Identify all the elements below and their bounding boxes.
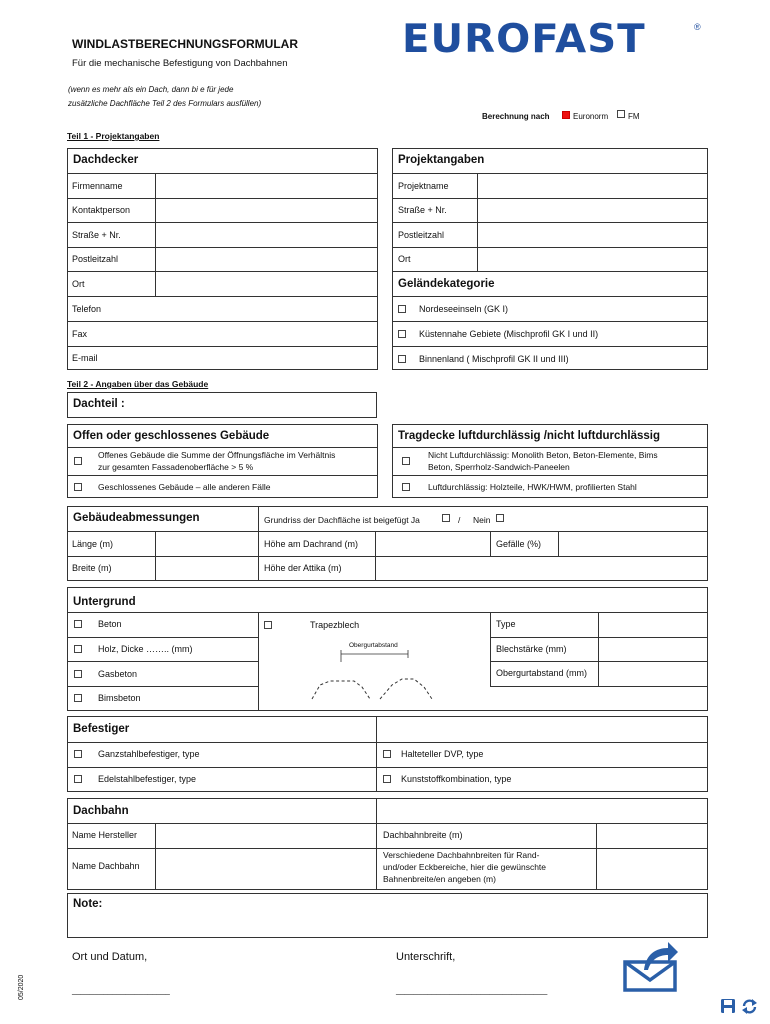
untergrund-heading: Untergrund bbox=[73, 596, 136, 608]
email-send-icon[interactable] bbox=[622, 940, 680, 994]
edelstahl-label: Edelstahlbefestiger, type bbox=[98, 774, 197, 784]
input-breite[interactable] bbox=[156, 557, 257, 580]
gk2-checkbox[interactable] bbox=[398, 330, 406, 338]
bimsbeton-label: Bimsbeton bbox=[98, 693, 141, 703]
label-laenge: Länge (m) bbox=[72, 539, 114, 549]
label-ort: Ort bbox=[72, 279, 85, 289]
offen-heading: Offen oder geschlossenes Gebäude bbox=[73, 430, 270, 442]
label-postleitzahl: Postleitzahl bbox=[72, 254, 119, 264]
label-gefaelle: Gefälle (%) bbox=[496, 539, 542, 549]
gasbeton-label: Gasbeton bbox=[98, 669, 138, 679]
gebaeude-heading: Gebäudeabmessungen bbox=[73, 512, 200, 524]
label-verschieden-line1: Verschiedene Dachbahnbreiten für Rand- bbox=[383, 850, 540, 860]
input-projektname[interactable] bbox=[478, 174, 707, 197]
label-projekt-strasse: Straße + Nr. bbox=[398, 205, 447, 215]
euronorm-checkbox[interactable] bbox=[562, 111, 570, 119]
label-hersteller: Name Hersteller bbox=[72, 830, 138, 840]
holz-label: Holz, Dicke …….. (mm) bbox=[98, 644, 193, 654]
save-icon[interactable] bbox=[720, 998, 736, 1014]
label-strasse: Straße + Nr. bbox=[72, 230, 121, 240]
input-firmenname[interactable] bbox=[156, 174, 377, 197]
ganzstahl-checkbox[interactable] bbox=[74, 750, 82, 758]
calc-method-label: Berechnung nach bbox=[482, 112, 550, 121]
fm-checkbox[interactable] bbox=[617, 110, 625, 118]
obergurt-small-label: Obergurtabstand bbox=[349, 642, 398, 649]
label-hoehe-attika: Höhe der Attika (m) bbox=[264, 563, 342, 573]
label-projektname: Projektname bbox=[398, 181, 449, 191]
geschlossen-checkbox[interactable] bbox=[74, 483, 82, 491]
halteteller-label: Halteteller DVP, type bbox=[401, 749, 484, 759]
beton-label: Beton bbox=[98, 619, 122, 629]
input-gefaelle[interactable] bbox=[559, 532, 707, 555]
input-hoehe-dachrand[interactable] bbox=[376, 532, 489, 555]
dachteil-heading: Dachteil : bbox=[73, 398, 125, 410]
input-postleitzahl[interactable] bbox=[156, 248, 377, 270]
luftdurchlaessig-checkbox[interactable] bbox=[402, 483, 410, 491]
gk1-label: Nordeseeinseln (GK I) bbox=[419, 304, 509, 314]
ganzstahl-label: Ganzstahlbefestiger, type bbox=[98, 749, 200, 759]
input-blechstaerke[interactable] bbox=[599, 638, 707, 660]
grundriss-nein-label: Nein bbox=[473, 515, 491, 525]
input-dachbahnbreite[interactable] bbox=[597, 824, 707, 847]
trapezblech-checkbox[interactable] bbox=[264, 621, 272, 629]
blechstaerke-label: Blechstärke (mm) bbox=[496, 644, 567, 654]
euronorm-label: Euronorm bbox=[573, 112, 609, 121]
label-breite: Breite (m) bbox=[72, 563, 112, 573]
input-laenge[interactable] bbox=[156, 532, 257, 555]
input-strasse[interactable] bbox=[156, 223, 377, 246]
kunststoff-checkbox[interactable] bbox=[383, 775, 391, 783]
eurofast-logo: EUROFAST bbox=[402, 17, 646, 62]
label-dachbahnbreite: Dachbahnbreite (m) bbox=[383, 830, 463, 840]
form-subtitle: Für die mechanische Befestigung von Dachbahnen bbox=[72, 58, 288, 69]
form-title: WINDLASTBERECHNUNGSFORMULAR bbox=[72, 37, 298, 51]
offen-label-line1: Offenes Gebäude die Summe der Öffnungsfläche im Verhältnis bbox=[98, 450, 336, 460]
label-email: E-mail bbox=[72, 353, 98, 363]
gk1-checkbox[interactable] bbox=[398, 305, 406, 313]
obergurtabstand-label: Obergurtabstand (mm) bbox=[496, 668, 588, 678]
input-hersteller[interactable] bbox=[156, 824, 375, 847]
input-kontaktperson[interactable] bbox=[156, 199, 377, 221]
holz-checkbox[interactable] bbox=[74, 645, 82, 653]
unterschrift-label: Unterschrift, bbox=[396, 951, 456, 963]
gasbeton-checkbox[interactable] bbox=[74, 670, 82, 678]
note-heading: Note: bbox=[73, 898, 103, 910]
form-note-line2: zusätzliche Dachfläche Teil 2 des Formulars ausfüllen) bbox=[68, 99, 262, 108]
input-obergurtabstand[interactable] bbox=[599, 662, 707, 685]
label-dachbahn-name: Name Dachbahn bbox=[72, 861, 140, 871]
logo-registered-mark: ® bbox=[694, 22, 701, 32]
form-note-line1: (wenn es mehr als ein Dach, dann bi e für jede bbox=[68, 85, 234, 94]
grundriss-slash: / bbox=[458, 515, 461, 525]
luftdurchlaessig-label: Luftdurchlässig: Holzteile, HWK/HWM, profilierten Stahl bbox=[428, 482, 637, 492]
label-telefon: Telefon bbox=[72, 304, 102, 314]
label-kontaktperson: Kontaktperson bbox=[72, 205, 131, 215]
gelaende-heading: Geländekategorie bbox=[398, 278, 495, 290]
tragdecke-heading: Tragdecke luftdurchlässig /nicht luftdurchlässig bbox=[398, 430, 660, 442]
input-dachbahn-name[interactable] bbox=[156, 849, 375, 889]
label-fax: Fax bbox=[72, 329, 88, 339]
side-date-code: 05/2020 bbox=[18, 974, 25, 1000]
nicht-luftdurchlaessig-line2: Beton, Sperrholz-Sandwich-Paneelen bbox=[428, 462, 570, 472]
trapezblech-label: Trapezblech bbox=[310, 620, 360, 630]
ort-datum-line[interactable]: ______________________ bbox=[72, 986, 170, 995]
projektangaben-heading: Projektangaben bbox=[398, 154, 485, 166]
ort-datum-label: Ort und Datum, bbox=[72, 951, 148, 963]
note-box[interactable] bbox=[67, 893, 708, 938]
kunststoff-label: Kunststoffkombination, type bbox=[401, 774, 512, 784]
input-verschieden[interactable] bbox=[597, 849, 707, 889]
edelstahl-checkbox[interactable] bbox=[74, 775, 82, 783]
nicht-luftdurchlaessig-checkbox[interactable] bbox=[402, 457, 410, 465]
dachdecker-heading: Dachdecker bbox=[73, 154, 139, 166]
grundriss-nein-checkbox[interactable] bbox=[496, 514, 504, 522]
grundriss-label: Grundriss der Dachfläche ist beigefügt Ja bbox=[264, 515, 420, 525]
trapezblech-profile-diagram bbox=[300, 645, 450, 707]
offen-label-line2: zur gesamten Fassadenoberfläche > 5 % bbox=[98, 462, 254, 472]
fm-label: FM bbox=[628, 112, 640, 121]
offen-checkbox[interactable] bbox=[74, 457, 82, 465]
section-teil2-title: Teil 2 - Angaben über das Gebäude bbox=[67, 379, 209, 389]
gk3-checkbox[interactable] bbox=[398, 355, 406, 363]
halteteller-checkbox[interactable] bbox=[383, 750, 391, 758]
bimsbeton-checkbox[interactable] bbox=[74, 694, 82, 702]
label-verschieden-line2: und/oder Eckbereiche, hier die gewünschte bbox=[383, 862, 547, 872]
nicht-luftdurchlaessig-line1: Nicht Luftdurchlässig: Monolith Beton, Beton-Elemente, Bims bbox=[428, 450, 658, 460]
type-label: Type bbox=[496, 619, 516, 629]
label-verschieden-line3: Bahnenbreite/en angeben (m) bbox=[383, 874, 496, 884]
grundriss-ja-checkbox[interactable] bbox=[442, 514, 450, 522]
refresh-icon[interactable] bbox=[741, 998, 758, 1015]
gk2-label: Küstennahe Gebiete (Mischprofil GK I und II) bbox=[419, 329, 599, 339]
label-projekt-ort: Ort bbox=[398, 254, 411, 264]
input-ort[interactable] bbox=[156, 272, 377, 295]
beton-checkbox[interactable] bbox=[74, 620, 82, 628]
geschlossen-label: Geschlossenes Gebäude – alle anderen Fälle bbox=[98, 482, 271, 492]
input-type[interactable] bbox=[599, 613, 707, 636]
input-hoehe-attika[interactable] bbox=[376, 557, 707, 580]
label-projekt-plz: Postleitzahl bbox=[398, 230, 445, 240]
label-firmenname: Firmenname bbox=[72, 181, 123, 191]
gk3-label: Binnenland ( Mischprofil GK II und III) bbox=[419, 354, 569, 364]
label-hoehe-dachrand: Höhe am Dachrand (m) bbox=[264, 539, 359, 549]
section-teil1-title: Teil 1 - Projektangaben bbox=[67, 131, 160, 141]
dachbahn-heading: Dachbahn bbox=[73, 805, 129, 817]
input-projekt-strasse[interactable] bbox=[478, 199, 707, 221]
befestiger-heading: Befestiger bbox=[73, 723, 130, 735]
unterschrift-line[interactable]: __________________________________ bbox=[396, 986, 548, 995]
